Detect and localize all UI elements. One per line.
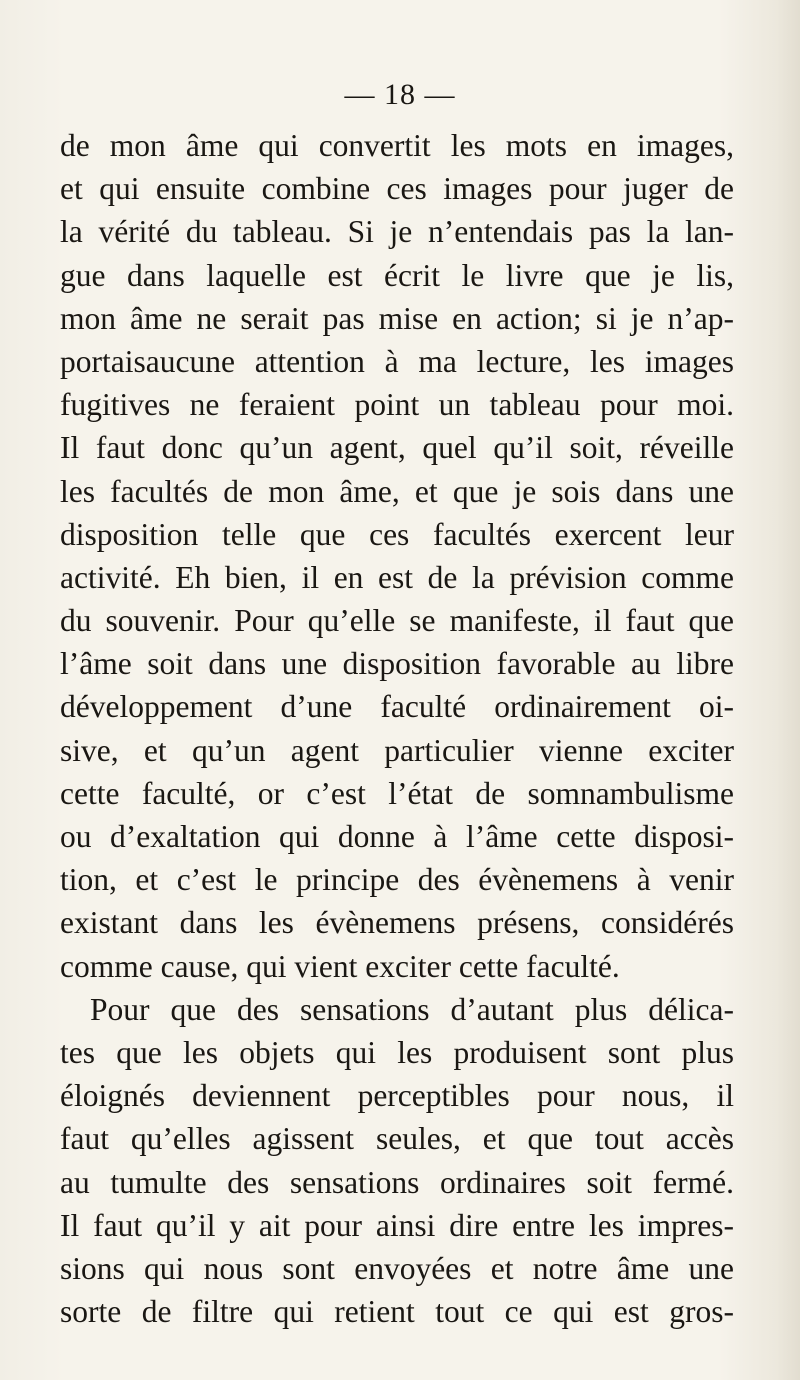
text-line: l’âme soit dans une disposition favorable au libre xyxy=(60,646,734,682)
text-line: Pour que des sensations d’autant plus délica- xyxy=(90,991,734,1027)
text-line: éloignés deviennent perceptibles pour nous, il xyxy=(60,1078,734,1114)
text-line: tes que les objets qui les produisent sont plus xyxy=(60,1034,734,1070)
text-line: de mon âme qui convertit les mots en images, xyxy=(60,128,734,163)
text-line: sive, et qu’un agent particulier vienne exciter xyxy=(60,732,734,768)
text-line: Il faut donc qu’un agent, quel qu’il soit, réveille xyxy=(60,430,734,466)
text-line: ou d’exaltation qui donne à l’âme cette disposi- xyxy=(60,819,734,854)
text-line: les facultés de mon âme, et que je sois dans une xyxy=(60,473,734,509)
text-line: au tumulte des sensations ordinaires soit fermé. xyxy=(60,1164,734,1200)
text-line: comme cause, qui vient exciter cette faculté. xyxy=(60,948,620,984)
text-line: Il faut qu’il y ait pour ainsi dire entre les impres- xyxy=(60,1207,734,1243)
text-line: développement d’une faculté ordinairement oi- xyxy=(60,689,734,725)
text-line: cette faculté, or c’est l’état de somnambulisme xyxy=(60,775,734,811)
text-line: la vérité du tableau. Si je n’entendais pas la lan- xyxy=(60,214,734,250)
text-line: du souvenir. Pour qu’elle se manifeste, il faut que xyxy=(60,603,734,639)
text-line: faut qu’elles agissent seules, et que tout accès xyxy=(60,1121,734,1157)
page-number: — 18 — xyxy=(344,78,456,111)
text-line: existant dans les évènemens présens, considérés xyxy=(60,905,734,941)
text-line: activité. Eh bien, il en est de la prévision comme xyxy=(60,559,734,595)
text-line: sorte de filtre qui retient tout ce qui est gros- xyxy=(60,1294,734,1330)
text-line: disposition telle que ces facultés exercent leur xyxy=(60,516,734,552)
text-line: tion, et c’est le principe des évènemens à venir xyxy=(60,862,734,898)
text-line: portaisaucune attention à ma lecture, les images xyxy=(60,343,734,379)
text-line: sions qui nous sont envoyées et notre âme une xyxy=(60,1250,734,1286)
body-text xyxy=(60,124,734,1333)
text-line: et qui ensuite combine ces images pour juger de xyxy=(60,171,734,207)
text-line: fugitives ne feraient point un tableau pour moi. xyxy=(60,387,734,423)
text-line: gue dans laquelle est écrit le livre que je lis, xyxy=(60,257,734,293)
text-line: mon âme ne serait pas mise en action; si je n’ap- xyxy=(60,300,734,336)
